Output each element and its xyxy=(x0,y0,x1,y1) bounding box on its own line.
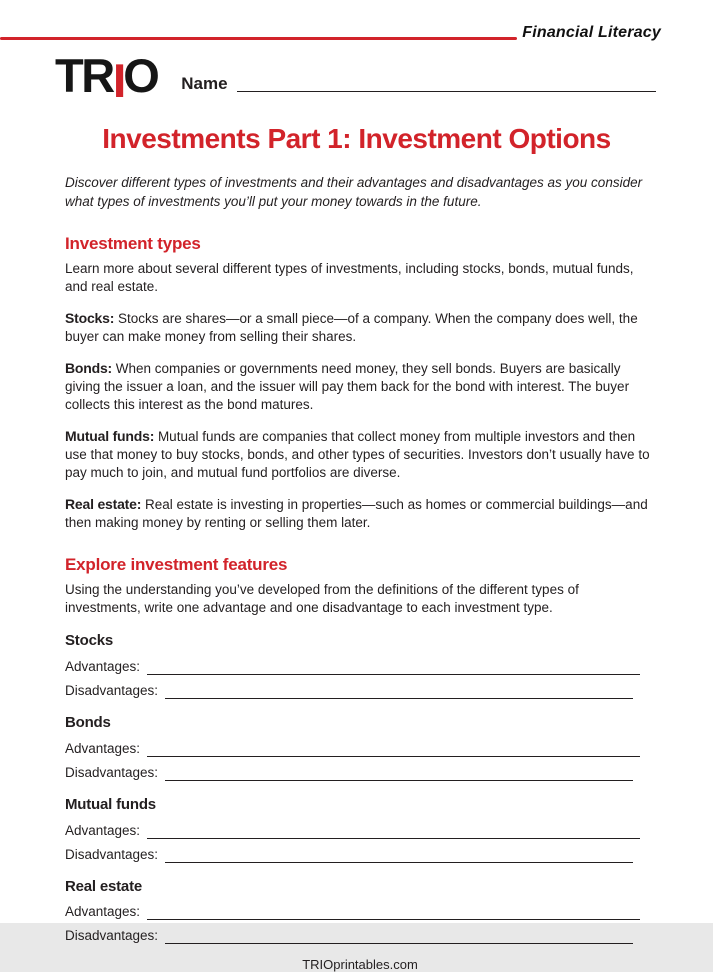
name-blank-line xyxy=(237,75,656,92)
trio-logo-o: O xyxy=(123,49,158,102)
name-row xyxy=(181,75,656,97)
category-label: Financial Literacy xyxy=(522,24,661,41)
definition-mutual-funds-text: Mutual funds are companies that collect money from multiple investors and then use that money to buy stocks, bonds, and other types of securities. Investors don’t usually have to pay much to join, and mutual fund portfolios are diverse. xyxy=(65,428,650,480)
definition-stocks-term: Stocks: xyxy=(65,309,115,326)
trio-logo-i: I xyxy=(112,54,124,107)
fill-block-bonds-title: Bonds xyxy=(65,714,111,732)
disadvantages-blank-line xyxy=(165,931,633,944)
fill-block-bonds xyxy=(65,714,655,781)
definition-real-estate xyxy=(65,495,655,532)
advantages-blank-line xyxy=(147,662,640,675)
advantages-label: Advantages: xyxy=(65,740,141,756)
section-heading-explore-features: Explore investment features xyxy=(65,554,288,574)
definition-mutual-funds xyxy=(65,427,655,482)
intro-text: Discover different types of investments and their advantages and disadvantages as you consider what types of investments you’ll put your money towards in the future. xyxy=(65,174,643,209)
fill-block-real-estate xyxy=(65,878,655,945)
disadvantages-blank-line xyxy=(165,686,633,699)
advantages-row xyxy=(65,903,655,920)
fill-block-mutual-funds xyxy=(65,796,655,863)
advantages-label: Advantages: xyxy=(65,904,141,920)
advantages-blank-line xyxy=(147,744,640,757)
disadvantages-label: Disadvantages: xyxy=(65,683,159,699)
logo-name-row xyxy=(55,49,656,107)
explore-features-intro: Using the understanding you’ve developed from the definitions of the different types of investments, write one advantage and one disadvantage to each investment type. xyxy=(65,582,579,616)
disadvantages-label: Disadvantages: xyxy=(65,764,159,780)
header xyxy=(0,0,713,108)
definition-real-estate-text: Real estate is investing in properties—such as homes or commercial buildings—and then making money by renting or selling them later. xyxy=(65,496,648,530)
footer-url: TRIOprintables.com xyxy=(302,957,418,972)
fill-block-stocks-title: Stocks xyxy=(65,632,113,650)
definition-bonds-text: When companies or governments need money, they sell bonds. Buyers are basically giving the issuer a loan, and the issuer will pay them back for the bond with interest. The buyer collects this interest as the bond matures. xyxy=(65,360,630,412)
definition-bonds-term: Bonds: xyxy=(65,359,113,376)
disadvantages-label: Disadvantages: xyxy=(65,928,159,944)
fill-block-mutual-funds-title: Mutual funds xyxy=(65,795,156,813)
disadvantages-blank-line xyxy=(165,768,633,781)
advantages-row xyxy=(65,822,655,839)
investment-types-intro: Learn more about several different types of investments, including stocks, bonds, mutual funds, and real estate. xyxy=(65,260,634,294)
page-content xyxy=(0,173,713,972)
trio-logo xyxy=(55,49,158,107)
section-heading-investment-types: Investment types xyxy=(65,233,201,253)
advantages-blank-line xyxy=(147,907,640,920)
disadvantages-label: Disadvantages: xyxy=(65,846,159,862)
disadvantages-blank-line xyxy=(165,850,633,863)
disadvantages-row xyxy=(65,846,655,863)
advantages-blank-line xyxy=(147,826,640,839)
definition-stocks-text: Stocks are shares—or a small piece—of a company. When the company does well, the buyer can make money from selling their shares. xyxy=(65,310,638,344)
fill-block-real-estate-title: Real estate xyxy=(65,877,143,895)
disadvantages-row xyxy=(65,682,655,699)
definition-real-estate-term: Real estate: xyxy=(65,495,142,512)
disadvantages-row xyxy=(65,927,655,944)
name-label: Name xyxy=(181,74,228,94)
definition-mutual-funds-term: Mutual funds: xyxy=(65,427,155,444)
page-title: Investments Part 1: Investment Options xyxy=(102,123,611,154)
trio-logo-tr: TR xyxy=(55,49,113,102)
definition-stocks xyxy=(65,309,655,346)
definition-bonds xyxy=(65,359,655,414)
advantages-row xyxy=(65,658,655,675)
advantages-label: Advantages: xyxy=(65,659,141,675)
advantages-row xyxy=(65,740,655,757)
header-red-rule xyxy=(0,37,517,40)
fill-block-stocks xyxy=(65,632,655,699)
disadvantages-row xyxy=(65,764,655,781)
advantages-label: Advantages: xyxy=(65,822,141,838)
